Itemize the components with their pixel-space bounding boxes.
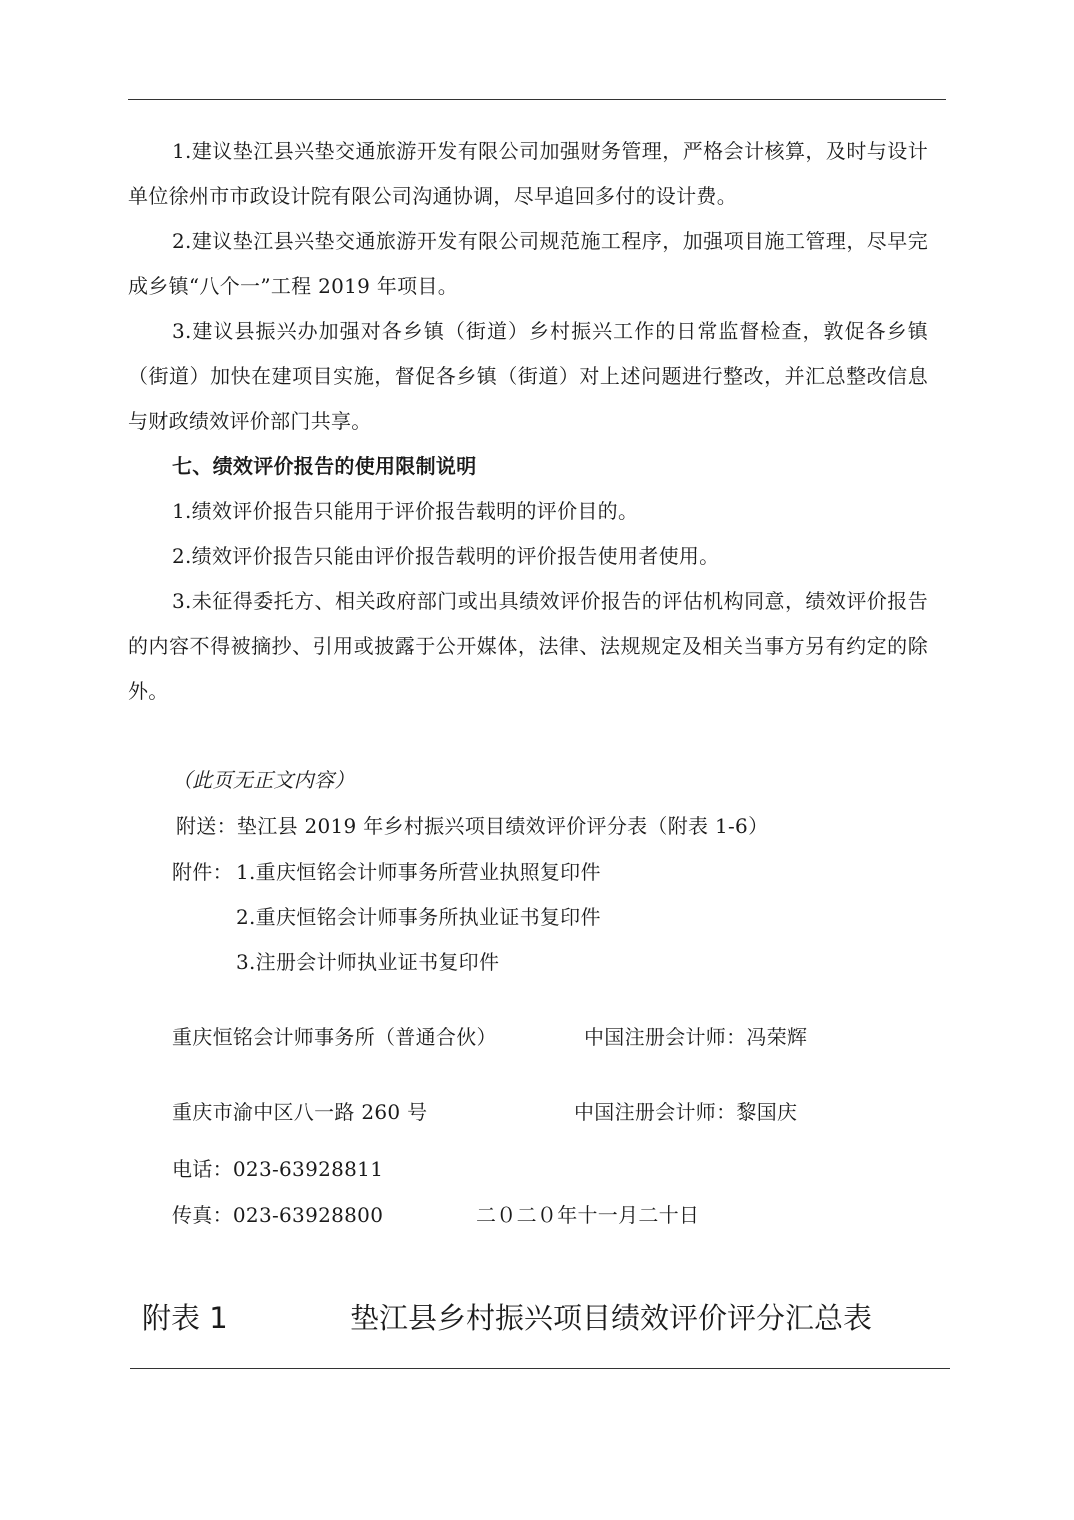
top-rule xyxy=(128,99,946,100)
appendix-label: 附表 1 xyxy=(142,1301,228,1335)
attachment-item-1: 1.重庆恒铭会计师事务所营业执照复印件 xyxy=(236,860,601,884)
signoff-date: 二０二０年十一月二十日 xyxy=(476,1203,700,1227)
signoff-fax: 传真：023-63928800 xyxy=(172,1203,384,1227)
recommendation-2: 2.建议垫江县兴垫交通旅游开发有限公司规范施工程序，加强项目施工管理，尽早完成乡镇“八个一”工程 2019 年项目。 xyxy=(128,229,928,298)
section7-item-2: 2.绩效评价报告只能由评价报告载明的评价报告使用者使用。 xyxy=(172,544,720,568)
no-content-note: （此页无正文内容） xyxy=(172,768,355,792)
recommendation-3: 3.建议县振兴办加强对各乡镇（街道）乡村振兴工作的日常监督检查，敦促各乡镇（街道）加快在建项目实施，督促各乡镇（街道）对上述问题进行整改，并汇总整改信息与财政绩效评价部门共享。 xyxy=(128,319,928,433)
appendix-title: 垫江县乡村振兴项目绩效评价评分汇总表 xyxy=(350,1301,873,1335)
section7-heading: 七、绩效评价报告的使用限制说明 xyxy=(172,454,477,478)
section7-item-3: 3.未征得委托方、相关政府部门或出具绩效评价报告的评估机构同意，绩效评价报告的内容不得被摘抄、引用或披露于公开媒体，法律、法规规定及相关当事方另有约定的除外。 xyxy=(128,589,928,703)
attachment-item-2: 2.重庆恒铭会计师事务所执业证书复印件 xyxy=(236,905,601,929)
signoff-firm: 重庆恒铭会计师事务所（普通合伙） xyxy=(172,1025,497,1049)
attachments-prefix: 附件： xyxy=(172,860,233,884)
attachments-sent-line: 附送：垫江县 2019 年乡村振兴项目绩效评价评分表（附表 1-6） xyxy=(176,814,769,838)
recommendation-1: 1.建议垫江县兴垫交通旅游开发有限公司加强财务管理，严格会计核算，及时与设计单位徐州市市政设计院有限公司沟通协调，尽早追回多付的设计费。 xyxy=(128,139,928,208)
signoff-phone: 电话：023-63928811 xyxy=(172,1157,384,1181)
attachment-item-3: 3.注册会计师执业证书复印件 xyxy=(236,950,500,974)
section7-item-1: 1.绩效评价报告只能用于评价报告载明的评价目的。 xyxy=(172,499,639,523)
signoff-cpa-2: 中国注册会计师：黎国庆 xyxy=(574,1100,798,1124)
signoff-cpa-1: 中国注册会计师：冯荣辉 xyxy=(584,1025,808,1049)
bottom-rule xyxy=(130,1368,950,1369)
signoff-address: 重庆市渝中区八一路 260 号 xyxy=(172,1100,428,1124)
